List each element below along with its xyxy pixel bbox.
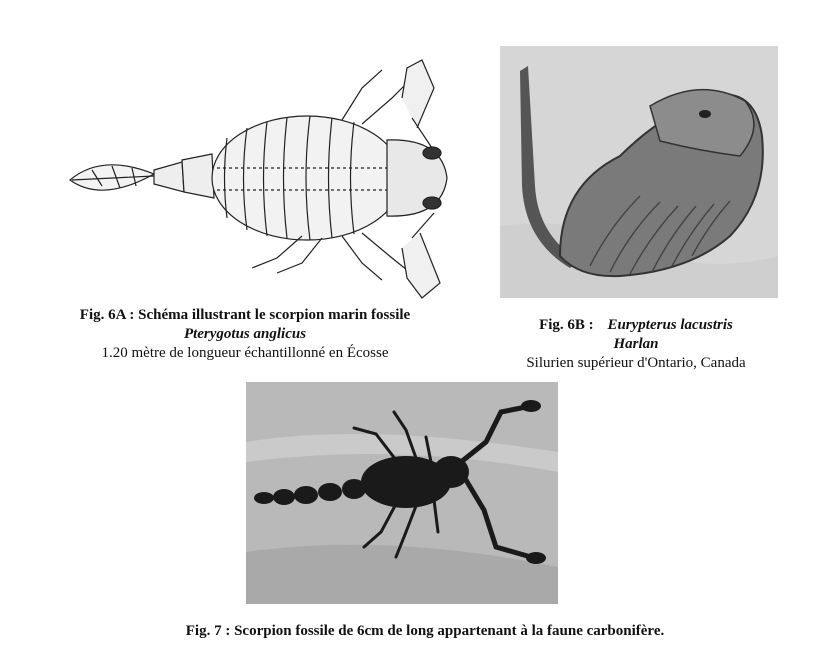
caption-6b-author: Harlan bbox=[613, 336, 659, 352]
figure-7-caption: Fig. 7 : Scorpion fossile de 6cm de long appartenant à la faune carbonifère. bbox=[185, 623, 665, 639]
figure-6b-photo bbox=[500, 46, 778, 298]
caption-6b-location: Silurien supérieur d'Ontario, Canada bbox=[526, 355, 746, 371]
caption-6a-species: Pterygotus anglicus bbox=[183, 326, 307, 342]
caption-6b-label: Fig. 6B : bbox=[539, 317, 594, 333]
figure-7-photo bbox=[246, 382, 558, 604]
figure-6a-caption bbox=[30, 306, 460, 363]
caption-6a-title: Fig. 6A : Schéma illustrant le scorpion marin fossile bbox=[79, 307, 411, 323]
caption-6b-title-line bbox=[496, 316, 776, 335]
caption-6a-location: 1.20 mètre de longueur échantillonné en Écosse bbox=[101, 345, 389, 361]
figure-6a-drawing bbox=[62, 58, 452, 303]
figure-6b-caption bbox=[496, 316, 776, 373]
caption-6b-species: Eurypterus lacustris bbox=[607, 317, 733, 333]
